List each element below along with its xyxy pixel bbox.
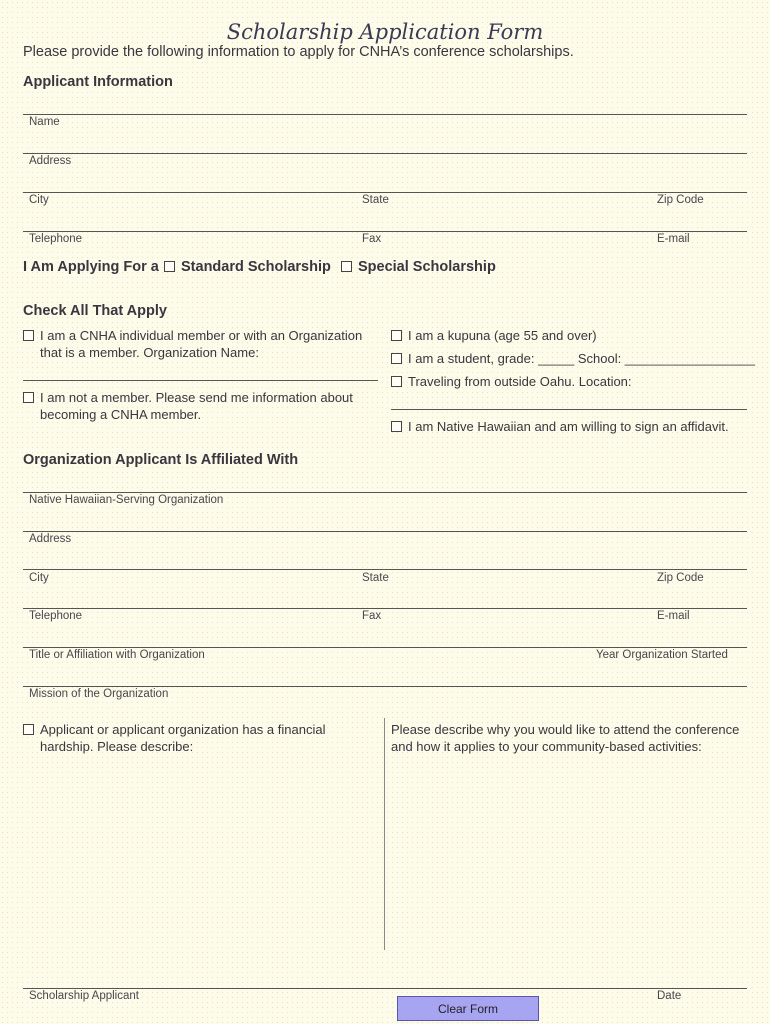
org-mission-label: Mission of the Organization — [29, 688, 169, 700]
native-hawaiian-option[interactable] — [391, 418, 729, 435]
clear-form-button[interactable]: Clear Form — [397, 996, 539, 1021]
form-title: Scholarship Application Form — [226, 20, 544, 44]
traveling-checkbox[interactable] — [391, 376, 402, 387]
hardship-textarea[interactable] — [25, 760, 375, 945]
date-label: Date — [657, 990, 682, 1002]
hardship-line2: hardship. Please describe: — [40, 739, 194, 754]
applying-for-label: I Am Applying For a — [23, 259, 159, 275]
hardship-option[interactable] — [23, 721, 325, 738]
divider-rule — [23, 492, 747, 493]
applicant-state-field[interactable] — [362, 211, 642, 227]
org-name-label: Native Hawaiian-Serving Organization — [29, 494, 224, 506]
divider-rule — [23, 608, 747, 609]
special-scholarship-checkbox[interactable] — [341, 261, 352, 272]
applicant-address-field[interactable] — [80, 172, 740, 188]
divider-rule — [23, 569, 747, 570]
traveling-label: Traveling from outside Oahu. Location: — [408, 374, 632, 389]
applicant-telephone-label: Telephone — [29, 233, 83, 245]
not-member-line1: I am not a member. Please send me information about — [40, 390, 353, 405]
divider-rule — [23, 114, 747, 115]
special-scholarship-option[interactable] — [341, 259, 496, 276]
member-line2: that is a member. Organization Name: — [40, 345, 259, 360]
describe-textarea[interactable] — [391, 760, 741, 945]
kupuna-label: I am a kupuna (age 55 and over) — [408, 328, 597, 343]
student-label: I am a student, grade: _____ School: __________________ — [408, 351, 755, 366]
applicant-signature-label: Scholarship Applicant — [29, 990, 139, 1002]
applicant-name-field[interactable] — [80, 133, 740, 149]
hardship-checkbox[interactable] — [23, 724, 34, 735]
kupuna-option[interactable] — [391, 327, 597, 344]
native-hawaiian-label: I am Native Hawaiian and am willing to sign an affidavit. — [408, 419, 729, 434]
standard-scholarship-checkbox[interactable] — [164, 261, 175, 272]
kupuna-checkbox[interactable] — [391, 330, 402, 341]
standard-scholarship-option[interactable] — [164, 259, 331, 276]
student-option[interactable] — [391, 350, 755, 367]
applicant-fax-label: Fax — [362, 233, 382, 245]
org-zip-label: Zip Code — [657, 572, 704, 584]
form-intro: Please provide the following information to apply for CNHA’s conference scholarships. — [23, 44, 574, 60]
not-member-line2: becoming a CNHA member. — [40, 407, 202, 422]
describe-line2: and how it applies to your community-based activities: — [391, 739, 702, 754]
org-city-label: City — [29, 572, 49, 584]
divider-rule — [23, 686, 747, 687]
special-scholarship-label: Special Scholarship — [358, 259, 496, 275]
member-option[interactable] — [23, 327, 362, 344]
signature-rule — [23, 988, 747, 989]
org-telephone-label: Telephone — [29, 610, 83, 622]
divider-rule — [23, 192, 747, 193]
applicant-zip-label: Zip Code — [657, 194, 704, 206]
org-name-rule — [23, 380, 378, 381]
not-member-checkbox[interactable] — [23, 392, 34, 403]
traveling-option[interactable] — [391, 373, 632, 390]
location-rule — [391, 409, 747, 410]
org-year-label: Year Organization Started — [596, 649, 728, 661]
describe-line1: Please describe why you would like to attend the conference — [391, 722, 740, 737]
org-name-field[interactable] — [25, 362, 375, 378]
check-all-heading: Check All That Apply — [23, 303, 167, 319]
divider-rule — [23, 153, 747, 154]
applicant-city-label: City — [29, 194, 49, 206]
org-state-label: State — [362, 572, 389, 584]
applicant-email-label: E-mail — [657, 233, 690, 245]
org-title-label: Title or Affiliation with Organization — [29, 649, 205, 661]
member-checkbox[interactable] — [23, 330, 34, 341]
org-address-field[interactable] — [29, 550, 741, 566]
applicant-name-label: Name — [29, 116, 60, 128]
native-hawaiian-checkbox[interactable] — [391, 421, 402, 432]
divider-rule — [23, 231, 747, 232]
divider-rule — [23, 531, 747, 532]
applicant-info-heading: Applicant Information — [23, 74, 173, 90]
member-line1: I am a CNHA individual member or with an Organization — [40, 328, 363, 343]
divider-rule — [23, 647, 747, 648]
applicant-address-label: Address — [29, 155, 72, 167]
column-divider — [384, 718, 385, 950]
student-checkbox[interactable] — [391, 353, 402, 364]
org-field[interactable] — [29, 511, 741, 527]
applicant-zip-field[interactable] — [657, 211, 742, 227]
hardship-line1: Applicant or applicant organization has a financial — [40, 722, 326, 737]
applicant-state-label: State — [362, 194, 389, 206]
org-email-label: E-mail — [657, 610, 690, 622]
location-field[interactable] — [393, 391, 743, 407]
org-address-label: Address — [29, 533, 72, 545]
standard-scholarship-label: Standard Scholarship — [181, 259, 331, 275]
not-member-option[interactable] — [23, 389, 353, 406]
org-fax-label: Fax — [362, 610, 382, 622]
applicant-city-field[interactable] — [29, 211, 349, 227]
organization-heading: Organization Applicant Is Affiliated With — [23, 452, 299, 468]
